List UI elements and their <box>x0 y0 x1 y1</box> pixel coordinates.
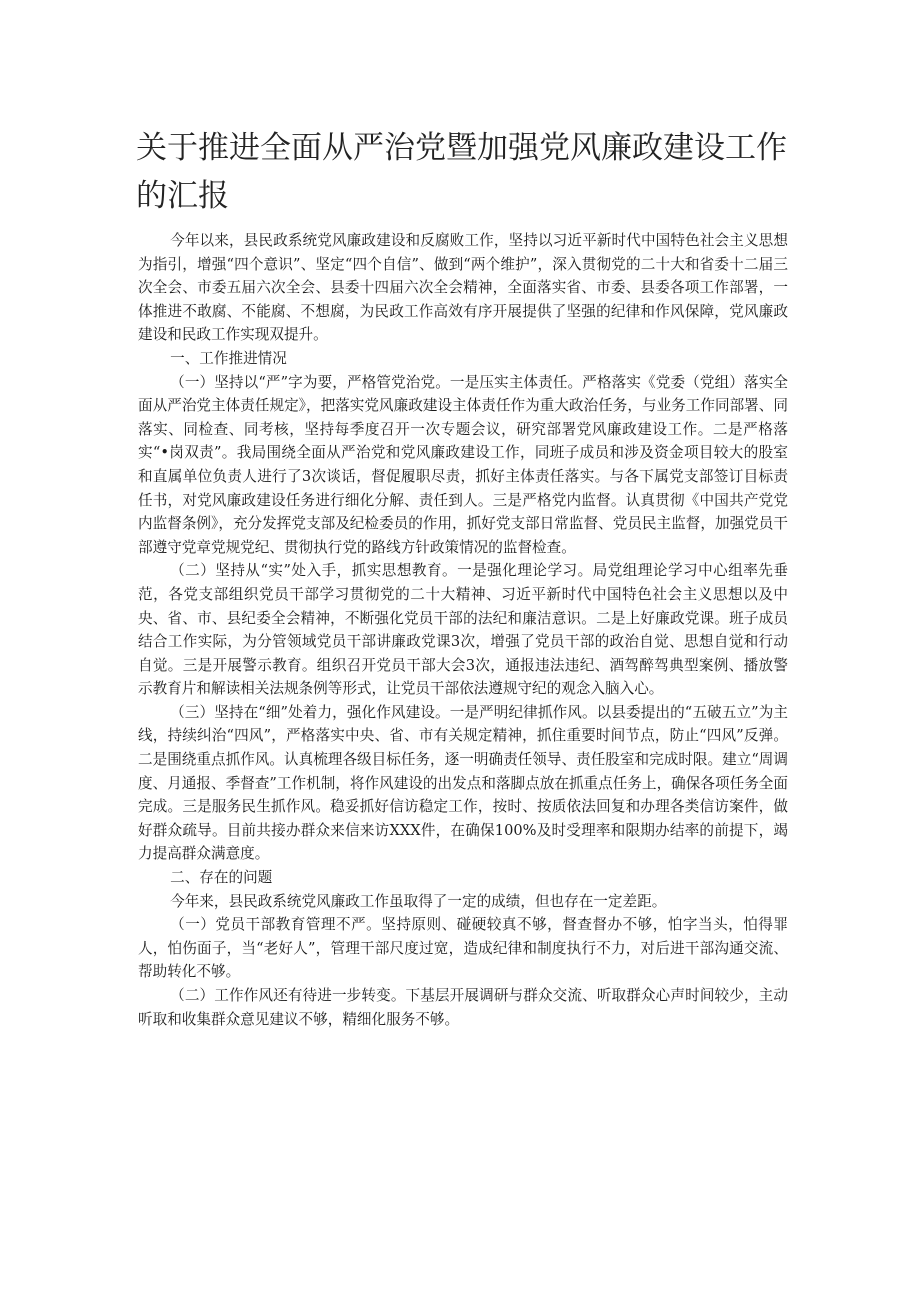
intro-paragraph: 今年以来，县民政系统党风廉政建设和反腐败工作，坚持以习近平新时代中国特色社会主义思想为指引，增强“四个意识”、坚定“四个自信”、做到“两个维护”，深入贯彻党的二十大和省委十二届三次全会、市委五届六次全会、县委十四届六次全会精神，全面落实省、市委、县委各项工作部署，一体推进不敢腐、不能腐、不想腐，为民政工作高效有序开展提供了坚强的纪律和作风保障，党风廉政建设和民政工作实现双提升。 <box>138 232 788 344</box>
section-heading-problems: 二、存在的问题 <box>170 869 273 887</box>
section-heading-progress: 一、工作推进情况 <box>170 349 287 367</box>
paragraph-detail: （三）坚持在“细”处着力，强化作风建设。一是严明纪律抓作风。以县委提出的“五破五立”为主线，持续纠治“四风”，严格落实中央、省、市有关规定精神，抓住重要时间节点，防止“四风”反弹。二是围绕重点抓作风。认真梳理各级目标任务，逐一明确责任领导、责任股室和完成时限。建立“周调度、月通报、季督查”工作机制，将作风建设的出发点和落脚点放在抓重点任务上，确保各项任务全面完成。三是服务民生抓作风。稳妥抓好信访稳定工作，按时、按质依法回复和办理各类信访案件，做好群众疏导。目前共接办群众来信来访XXX件，在确保100%及时受理率和限期办结率的前提下，竭力提高群众满意度。 <box>138 703 788 863</box>
paragraph-strict: （一）坚持以“严”字为要，严格管党治党。一是压实主体责任。严格落实《党委（党组）落实全面从严治党主体责任规定》，把落实党风廉政建设主体责任作为重大政治任务，与业务工作同部署、同落实、同检查、同考核，坚持每季度召开一次专题会议，研究部署党风廉政建设工作。二是严格落实“•岗双责”。我局围绕全面从严治党和党风廉政建设工作，同班子成员和涉及资金项目较大的股室和直属单位负责人进行了3次谈话，督促履职尽责，抓好主体责任落实。与各下属党支部签订目标责任书，对党风廉政建设任务进行细化分解、责任到人。三是严格党内监督。认真贯彻《中国共产党党内监督条例》，充分发挥党支部及纪检委员的作用，抓好党支部日常监督、党员民主监督，加强党员干部遵守党章党规党纪、贯彻执行党的路线方针政策情况的监督检查。 <box>138 373 788 556</box>
problem-paragraph-2: （二）工作作风还有待进一步转变。下基层开展调研与群众交流、听取群众心声时间较少，主动听取和收集群众意见建议不够，精细化服务不够。 <box>138 987 788 1028</box>
document-body <box>138 229 788 1031</box>
problems-intro-paragraph: 今年来，县民政系统党风廉政工作虽取得了一定的成绩，但也存在一定差距。 <box>170 892 667 910</box>
problem-paragraph-1: （一）党员干部教育管理不严。坚持原则、碰硬较真不够，督查督办不够，怕字当头，怕得罪人，怕伤面子，当“老好人”，管理干部尺度过宽，造成纪律和制度执行不力，对后进干部沟通交流、帮助转化不够。 <box>138 916 788 981</box>
document-title: 关于推进全面从严治党暨加强党风廉政建设工作的汇报 <box>136 130 787 214</box>
paragraph-practical: （二）坚持从“实”处入手，抓实思想教育。一是强化理论学习。局党组理论学习中心组率先垂范，各党支部组织党员干部学习贯彻党的二十大精神、习近平新时代中国特色社会主义思想以及中央、省、市、县纪委全会精神，不断强化党员干部的法纪和廉洁意识。二是上好廉政党课。班子成员结合工作实际，为分管领域党员干部讲廉政党课3次，增强了党员干部的政治自觉、思想自觉和行动自觉。三是开展警示教育。组织召开党员干部大会3次，通报违法违纪、酒驾醉驾典型案例、播放警示教育片和解读相关法规条例等形式，让党员干部依法遵规守纪的观念入脑入心。 <box>138 562 788 698</box>
